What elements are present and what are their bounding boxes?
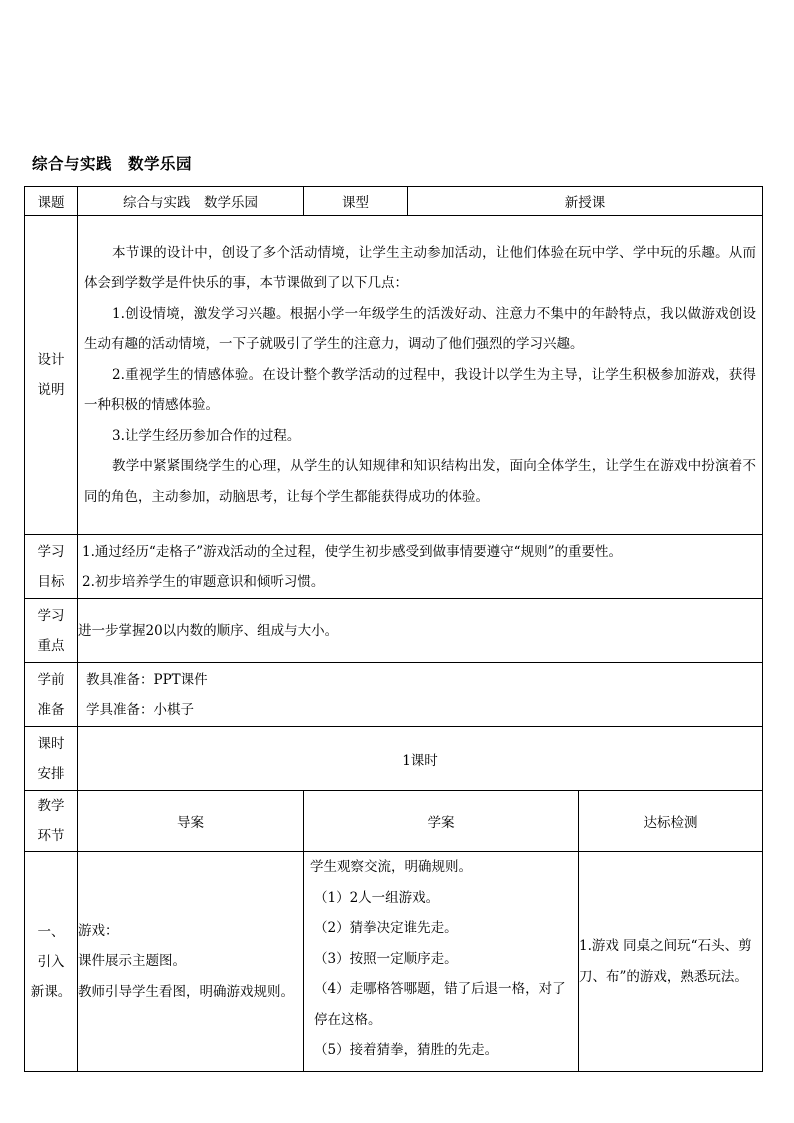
design-label: 设计 说明 [25, 216, 78, 535]
focus-label: 学习 重点 [25, 599, 78, 663]
type-value: 新授课 [408, 187, 763, 216]
stages-header-row [25, 791, 763, 852]
study-line: （1）2人一组游戏。 [314, 889, 440, 906]
column-check-header: 达标检测 [579, 791, 763, 852]
study-line: （4）走哪格答哪题，错了后退一格，对了停在这格。 [314, 981, 566, 1028]
prep-label: 学前 准备 [25, 663, 78, 727]
schedule-content: 1课时 [78, 727, 763, 791]
page-title: 综合与实践 数学乐园 [32, 155, 193, 173]
stage1-check [579, 852, 763, 1072]
stage1-label: 一、 引入 新课。 [25, 852, 78, 1072]
type-label: 课型 [304, 187, 408, 216]
goal-item: 1.通过经历“走格子”游戏活动的全过程，使学生初步感受到做事情要遵守“规则”的重要性。 [82, 543, 622, 560]
goal-item: 2.初步培养学生的审题意识和倾听习惯。 [82, 573, 325, 590]
study-line: （5）接着猜拳，猜胜的先走。 [314, 1042, 499, 1058]
guide-line: 游戏： [78, 922, 119, 939]
topic-label: 课题 [25, 187, 78, 216]
goals-content [78, 535, 763, 599]
schedule-row [25, 727, 763, 791]
prep-row [25, 663, 763, 727]
prep-item: 教具准备：PPT课件 [86, 671, 208, 688]
column-study-header: 学案 [304, 791, 579, 852]
focus-content: 进一步掌握20以内数的顺序、组成与大小。 [78, 599, 763, 663]
guide-line: 课件展示主题图。 [78, 953, 186, 970]
design-paragraph: 3.让学生经历参加合作的过程。 [112, 427, 301, 444]
topic-row [25, 187, 763, 216]
stage1-row [25, 852, 763, 1072]
design-paragraph: 教学中紧紧围绕学生的心理，从学生的认知规律和知识结构出发，面向全体学生，让学生在游戏中扮演着不同的角色，主动参加，动脑思考，让每个学生都能获得成功的体验。 [84, 458, 756, 505]
design-content [78, 216, 763, 535]
stage1-guide [78, 852, 304, 1072]
stages-label: 教学 环节 [25, 791, 78, 852]
lesson-plan-table [24, 186, 763, 1072]
goals-label: 学习 目标 [25, 535, 78, 599]
design-paragraph: 本节课的设计中，创设了多个活动情境，让学生主动参加活动，让他们体验在玩中学、学中玩的乐趣。从而体会到学数学是件快乐的事，本节课做到了以下几点： [84, 244, 756, 292]
study-line: 学生观察交流，明确规则。 [310, 859, 472, 875]
topic-value: 综合与实践 数学乐园 [78, 187, 304, 216]
study-line: （3）按照一定顺序走。 [314, 950, 458, 967]
prep-item: 学具准备：小棋子 [86, 701, 194, 718]
stage1-study [304, 852, 579, 1072]
design-paragraph: 2.重视学生的情感体验。在设计整个教学活动的过程中，我设计以学生为主导，让学生积极参加游戏，获得一种积极的情感体验。 [84, 366, 756, 414]
focus-row [25, 599, 763, 663]
schedule-label: 课时 安排 [25, 727, 78, 791]
design-paragraph: 1.创设情境，激发学习兴趣。根据小学一年级学生的活泼好动、注意力不集中的年龄特点，我以做游戏创设生动有趣的活动情境，一下子就吸引了学生的注意力，调动了他们强烈的学习兴趣。 [84, 305, 756, 353]
study-line: （2）猜拳决定谁先走。 [314, 920, 458, 936]
guide-line: 教师引导学生看图，明确游戏规则。 [78, 983, 294, 1000]
design-row [25, 216, 763, 535]
goals-row [25, 535, 763, 599]
column-guide-header: 导案 [78, 791, 304, 852]
prep-content [78, 663, 763, 727]
check-line: 1.游戏 同桌之间玩“石头、剪刀、布”的游戏，熟悉玩法。 [579, 938, 752, 985]
